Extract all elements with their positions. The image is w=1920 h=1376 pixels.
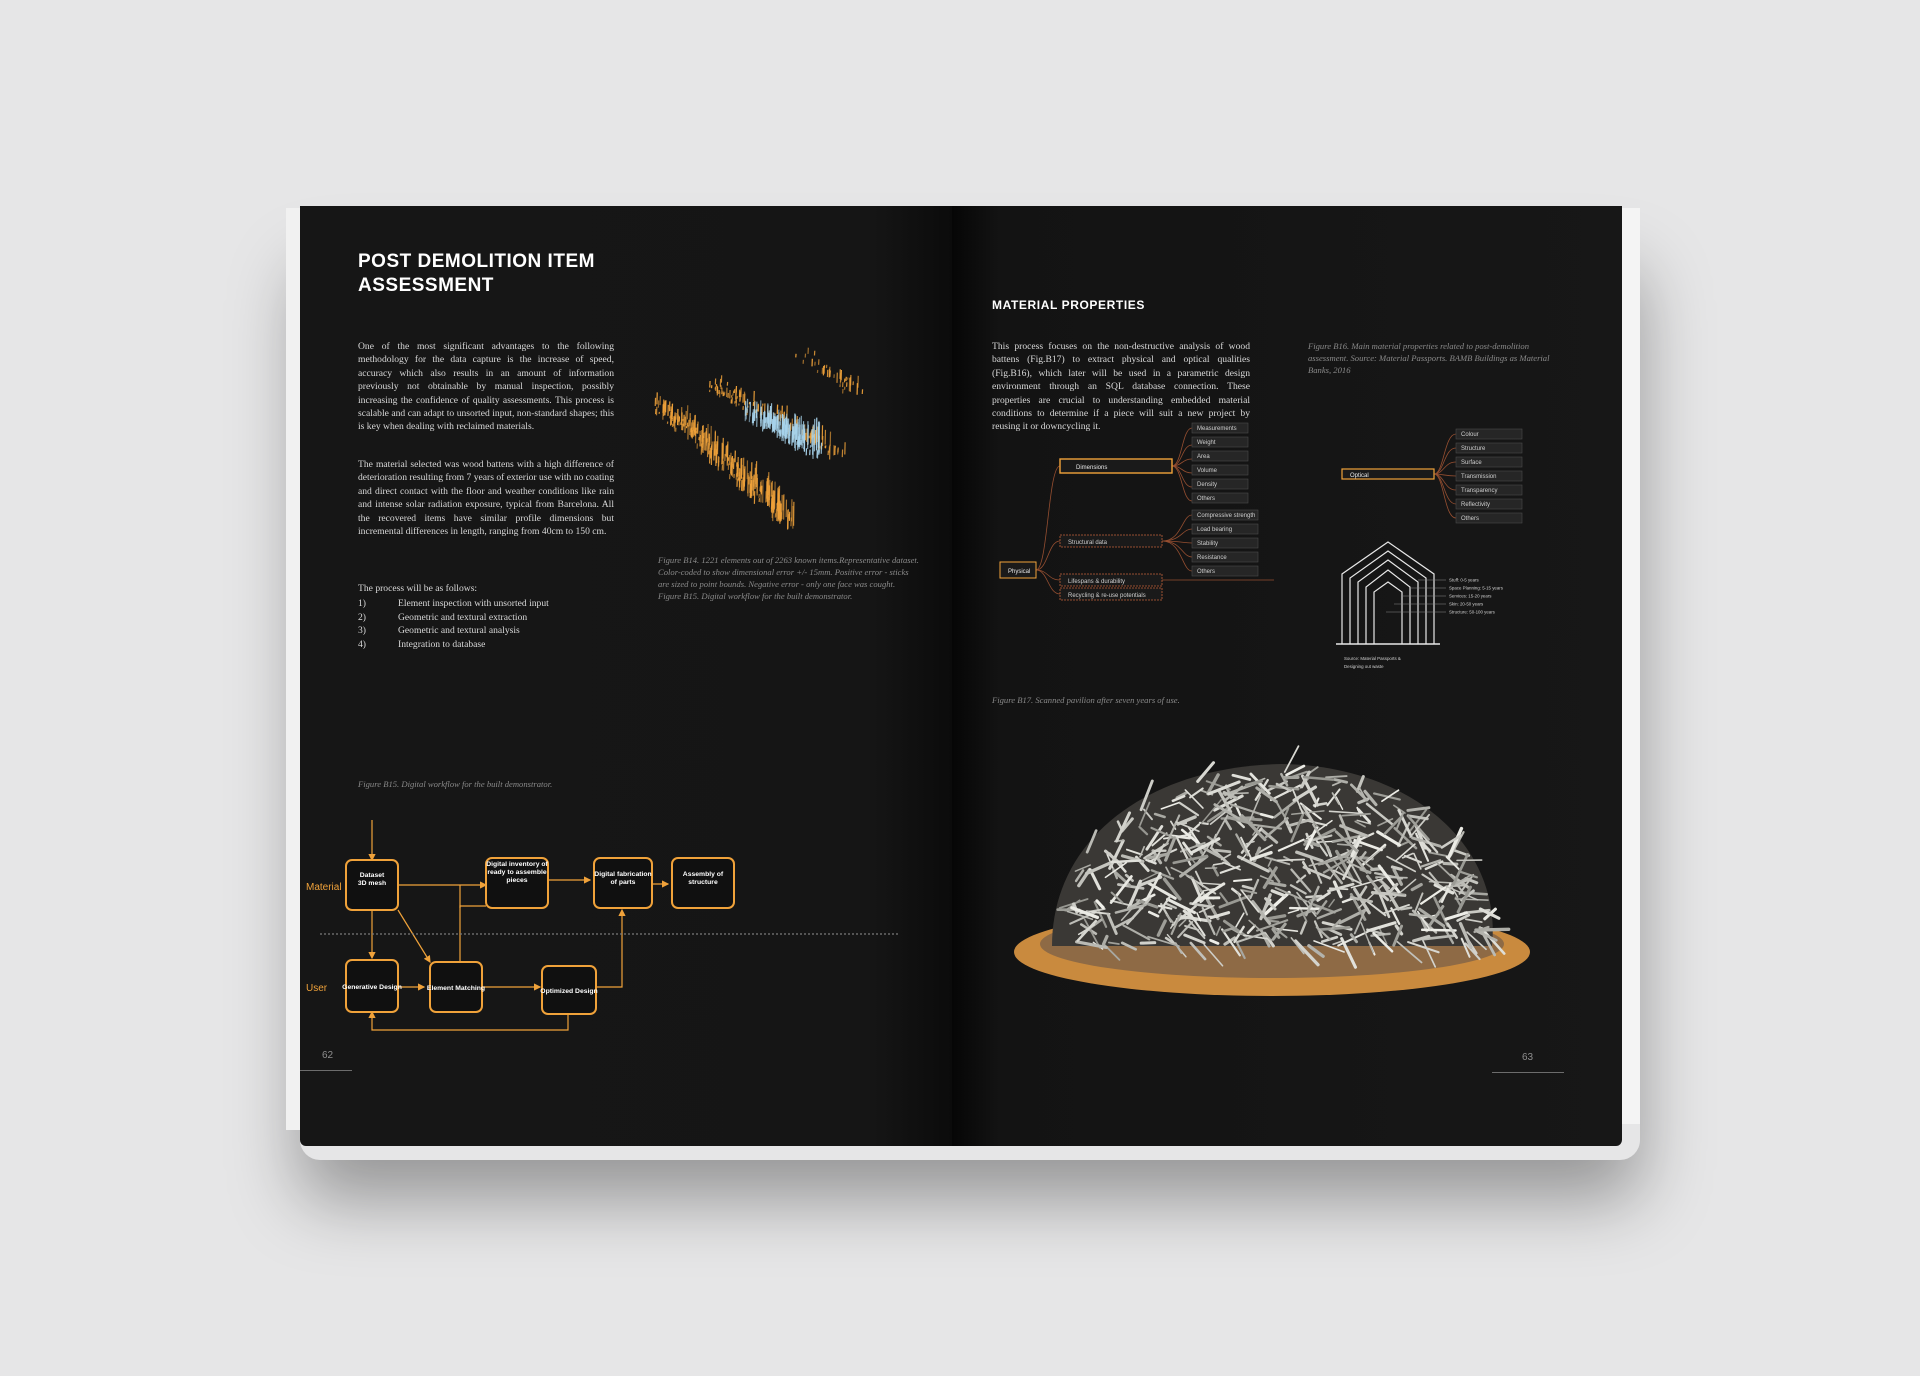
tree-item-label: Others [1461,516,1480,522]
tree-item-label: Area [1197,454,1210,460]
page-number-left: 62 [322,1050,334,1061]
figure-b14-caption: Figure B14. 1221 elements out of 2263 known items.Representative dataset. Color-coded to show dimensional error +/- 15mm. Positive error - sticks are sized to point bounds. Negative error - only one face was cought. Figure B15. Digital workflow for the built demonstrator. [658,555,919,601]
section-heading: MATERIAL PROPERTIES [992,298,1145,312]
tree-item-label: Stability [1197,541,1219,547]
svg-text:Digital fabricationof parts: Digital fabrication of parts [594,871,652,886]
step-item: 3) Geometric and textural analysis [358,625,520,637]
legend-entry: Stuff: 0-5 years [1449,577,1479,583]
figure-b16-caption: Figure B16. Main material properties related to post-demolition assessment. Source: Material Passports. BAMB Buildings as Material Banks, 2016 [1308,341,1550,375]
node-lifespans [1060,574,1162,586]
svg-text:Assembly ofstructure: Assembly of structure [682,871,724,886]
scanned-pavilion-image [1012,746,1532,1006]
tree-item-label: Volume [1197,468,1218,474]
figure-b15-caption: Figure B15. Digital workflow for the built demonstrator. [358,779,553,789]
dimension-items [1192,423,1248,503]
workflow-diagram [300,806,920,1046]
tree-item-label: Colour [1461,432,1479,438]
intro-paragraph: One of the most significant advantages to the following methodology for the data capture is the increase of speed, accuracy which also results in an amount of information previously not obtainable by manual inspection, possibly increasing the confidence of quality assessments. This process is scalable and can adapt to unsorted input, non-standard shapes; this is key when dealing with reclaimed materials. [358,341,614,433]
svg-text:Digital inventory ofready to a: Digital inventory of ready to assemble pieces [486,861,548,884]
page-number-right: 63 [1522,1052,1534,1063]
figure-b17-caption: Figure B17. Scanned pavilion after seven years of use. [992,695,1180,705]
tree-item-label: Transparency [1461,488,1498,494]
left-page [300,206,952,1146]
legend-entry: Services: 15-20 years [1449,593,1492,599]
svg-text:Recycling & re-use potentials: Recycling & re-use potentials [1068,593,1146,599]
svg-text:Dimensions: Dimensions [1076,465,1108,471]
tree-item-label: Surface [1461,460,1482,466]
layers-legend [1386,578,1504,615]
step-item: 2) Geometric and textural extraction [358,611,528,623]
svg-text:Optimized Design: Optimized Design [540,988,598,995]
legend-entry: Structure: 50-100 years [1449,609,1495,615]
node-structural [1060,535,1162,547]
svg-text:Generative Design: Generative Design [342,984,402,991]
steps-intro: The process will be as follows: [358,583,478,594]
book-edge-left [286,208,300,1130]
lane-label-material: Material [306,882,342,893]
node-dimensions [1060,459,1172,473]
node-matching [427,962,485,1012]
tree-item-label: Density [1197,482,1218,488]
node-inventory [486,858,549,908]
tree-item-label: Weight [1197,440,1216,446]
material-properties-paragraph: This process focuses on the non-destructive analysis of wood battens (Fig.B17) to extract physical and optical qualities (Fig.B16), which later will be used in a parametric design environment through an SQL database connection. These properties are crucial to understanding embedded material conditions to determine if a piece will suit a new project by reusing it or downcycling it. [992,341,1250,433]
legend-entry: Skin: 20-50 years [1449,601,1484,607]
svg-text:Physical: Physical [1008,569,1031,575]
lane-label-user: User [306,983,328,994]
material-properties-tree [952,426,1592,726]
tree-item-label: Load bearing [1197,527,1233,533]
tree-item-label: Reflectivity [1461,502,1491,508]
tree-item-label: Transmission [1461,474,1497,480]
node-dataset [346,860,398,910]
material-paragraph: The material selected was wood battens with a high difference of deterioration resulting from 7 years of exterior use with no coating and direct contact with the floor and weather conditions like rain and intense solar radiation exposure, typical from Barcelona. All the recovered items have similar profile dimensions but incremental differences in length, ranging from 40cm to 150 cm. [358,459,614,538]
building-layers-diagram [1336,542,1440,644]
page-title: POST DEMOLITION ITEM ASSESSMENT [358,251,595,296]
tree-item-label: Resistance [1197,555,1227,561]
node-assembly [672,858,734,908]
node-optimized [540,966,597,1014]
node-recycling [1060,588,1162,600]
page-number-rule [300,1070,352,1071]
svg-text:Structural data: Structural data [1068,540,1108,546]
svg-text:Element Matching: Element Matching [426,985,486,992]
tree-item-label: Compressive strength [1197,513,1256,519]
process-steps [358,582,658,651]
tree-item-label: Structure [1461,446,1486,452]
book-edge-right [1620,208,1640,1124]
point-cloud-figure [650,346,910,546]
layers-source: Source: Material Passports & Designing out waste [1344,656,1401,669]
step-item: 1) Element inspection with unsorted input [358,598,549,610]
node-optical [1342,469,1434,479]
tree-item-label: Measurements [1197,426,1237,432]
svg-text:Optical: Optical [1350,473,1369,479]
right-page [952,206,1622,1146]
legend-entry: Space Planning: 5-15 years [1449,585,1503,591]
svg-text:Dataset3D mesh: Dataset 3D mesh [357,872,387,887]
tree-item-label: Others [1197,569,1216,575]
node-physical [1000,562,1036,578]
node-generative [342,960,402,1012]
svg-text:Lifespans & durability: Lifespans & durability [1068,579,1126,585]
optical-items [1456,429,1522,523]
tree-item-label: Others [1197,496,1216,502]
node-fabrication [594,858,652,908]
step-item: 4) Integration to database [358,638,486,650]
structural-items [1192,510,1258,576]
page-number-rule [1492,1072,1564,1073]
